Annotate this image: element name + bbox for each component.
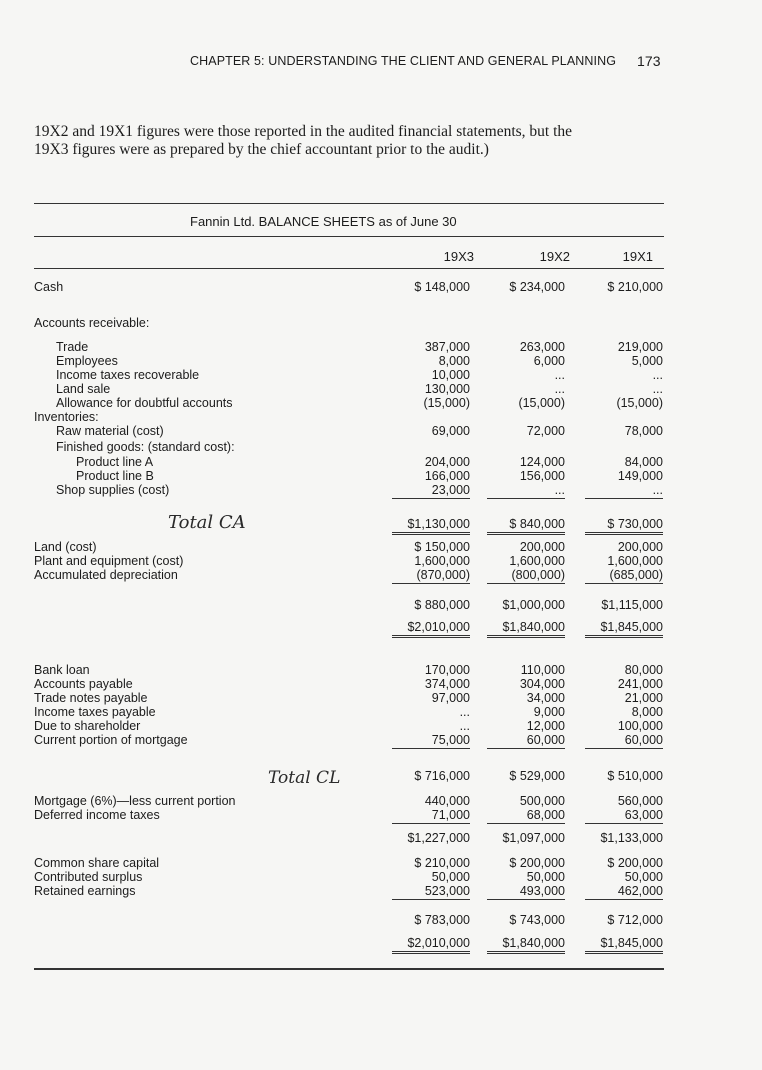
- cell-19x1: 219,000: [617, 340, 663, 354]
- table-row: [0, 831, 762, 845]
- cell-19x1: 100,000: [617, 719, 663, 733]
- cell-19x2: 9,000: [533, 705, 565, 719]
- subtotal-rule: [392, 583, 470, 584]
- cell-19x1: 241,000: [617, 677, 663, 691]
- row-label: Land (cost): [34, 540, 97, 554]
- cell-19x2: $ 529,000: [509, 769, 565, 783]
- cell-19x3: 374,000: [424, 677, 470, 691]
- table-row: [0, 620, 762, 634]
- handwritten-total-ca: Total CA: [168, 512, 246, 533]
- table-row: [0, 396, 762, 410]
- table-row: [0, 368, 762, 382]
- cell-19x2: (800,000): [511, 568, 565, 582]
- cell-19x1: $1,845,000: [600, 936, 663, 950]
- cell-19x1: ...: [652, 382, 663, 396]
- title-rule: [34, 236, 664, 237]
- cell-19x1: 50,000: [624, 870, 663, 884]
- cell-19x1: ...: [652, 483, 663, 497]
- cell-19x1: 200,000: [617, 540, 663, 554]
- table-row: [0, 913, 762, 927]
- table-row: [0, 354, 762, 368]
- chapter-title: CHAPTER 5: UNDERSTANDING THE CLIENT AND GENERAL PLANNING: [190, 54, 617, 68]
- cell-19x3: 71,000: [431, 808, 470, 822]
- subtotal-rule: [487, 823, 565, 824]
- row-label: Cash: [34, 280, 64, 294]
- cell-19x3: $ 716,000: [414, 769, 470, 783]
- row-label: Deferred income taxes: [34, 808, 160, 822]
- cell-19x1: 5,000: [631, 354, 663, 368]
- subtotal-rule: [585, 823, 663, 824]
- cell-19x2: $ 234,000: [509, 280, 565, 294]
- cell-19x2: 6,000: [533, 354, 565, 368]
- cell-19x1: 84,000: [624, 455, 663, 469]
- cell-19x1: 560,000: [617, 794, 663, 808]
- total-double-rule: [392, 532, 470, 535]
- subtotal-rule: [487, 899, 565, 900]
- subtotal-rule: [585, 748, 663, 749]
- total-double-rule: [392, 635, 470, 638]
- cell-19x3: 166,000: [424, 469, 470, 483]
- table-row: [0, 469, 762, 483]
- table-row: [0, 280, 762, 294]
- table-bottom-rule: [34, 968, 664, 970]
- cell-19x2: $1,840,000: [502, 936, 565, 950]
- table-row: [0, 691, 762, 705]
- cell-19x1: $ 730,000: [607, 517, 663, 531]
- cell-19x2: 1,600,000: [509, 554, 565, 568]
- cell-19x3: (870,000): [416, 568, 470, 582]
- subtotal-rule: [487, 583, 565, 584]
- row-label: Mortgage (6%)—less current portion: [34, 794, 236, 808]
- total-double-rule: [487, 635, 565, 638]
- subtotal-rule: [392, 899, 470, 900]
- row-label: Finished goods: (standard cost):: [56, 440, 235, 454]
- table-row: [0, 410, 762, 424]
- cell-19x3: (15,000): [423, 396, 470, 410]
- table-row: [0, 340, 762, 354]
- table-row: [0, 382, 762, 396]
- cell-19x3: 69,000: [431, 424, 470, 438]
- cell-19x2: 493,000: [519, 884, 565, 898]
- total-double-rule: [487, 532, 565, 535]
- table-title: Fannin Ltd. BALANCE SHEETS as of June 30: [190, 214, 457, 229]
- cell-19x3: 97,000: [431, 691, 470, 705]
- cell-19x2: 263,000: [519, 340, 565, 354]
- cell-19x2: $1,840,000: [502, 620, 565, 634]
- row-label: Accounts payable: [34, 677, 133, 691]
- cell-19x3: 75,000: [431, 733, 470, 747]
- subtotal-rule: [392, 823, 470, 824]
- row-label: Income taxes payable: [34, 705, 156, 719]
- table-row: [0, 856, 762, 870]
- table-row: [0, 440, 762, 454]
- cell-19x1: 80,000: [624, 663, 663, 677]
- cell-19x1: $ 712,000: [607, 913, 663, 927]
- cell-19x3: $ 210,000: [414, 856, 470, 870]
- cell-19x2: $1,097,000: [502, 831, 565, 845]
- handwritten-total-cl: Total CL: [268, 768, 341, 788]
- row-label: Raw material (cost): [56, 424, 164, 438]
- cell-19x3: 23,000: [431, 483, 470, 497]
- cell-19x3: $ 150,000: [414, 540, 470, 554]
- table-row: [0, 733, 762, 747]
- cell-19x1: 149,000: [617, 469, 663, 483]
- intro-line-1: 19X2 and 19X1 figures were those reported in the audited financial statements, but the: [34, 123, 573, 140]
- cell-19x2: ...: [554, 382, 565, 396]
- cell-19x1: 60,000: [624, 733, 663, 747]
- subtotal-rule: [487, 498, 565, 499]
- cell-19x2: $1,000,000: [502, 598, 565, 612]
- subtotal-rule: [392, 748, 470, 749]
- row-label: Due to shareholder: [34, 719, 141, 733]
- row-label: Product line A: [76, 455, 154, 469]
- row-label: Trade notes payable: [34, 691, 148, 705]
- cell-19x3: 130,000: [424, 382, 470, 396]
- cell-19x1: 462,000: [617, 884, 663, 898]
- cell-19x1: (685,000): [609, 568, 663, 582]
- cell-19x3: 8,000: [438, 354, 470, 368]
- cell-19x2: (15,000): [518, 396, 565, 410]
- row-label: Bank loan: [34, 663, 90, 677]
- row-label: Trade: [56, 340, 89, 354]
- cell-19x3: 1,600,000: [414, 554, 470, 568]
- cell-19x2: ...: [554, 483, 565, 497]
- table-row: [0, 540, 762, 554]
- row-label: Product line B: [76, 469, 154, 483]
- total-double-rule: [585, 635, 663, 638]
- cell-19x2: 500,000: [519, 794, 565, 808]
- cell-19x3: 523,000: [424, 884, 470, 898]
- table-row: [0, 808, 762, 822]
- cell-19x1: $ 210,000: [607, 280, 663, 294]
- cell-19x1: 1,600,000: [607, 554, 663, 568]
- total-double-rule: [392, 951, 470, 954]
- header-rule: [34, 268, 664, 269]
- cell-19x2: 12,000: [526, 719, 565, 733]
- cell-19x2: 200,000: [519, 540, 565, 554]
- row-label: Employees: [56, 354, 118, 368]
- table-top-rule: [34, 203, 664, 204]
- cell-19x2: ...: [554, 368, 565, 382]
- cell-19x2: 304,000: [519, 677, 565, 691]
- cell-19x3: 10,000: [431, 368, 470, 382]
- cell-19x3: 387,000: [424, 340, 470, 354]
- column-header-19x1: 19X1: [622, 249, 653, 264]
- column-header-19x3: 19X3: [443, 249, 474, 264]
- cell-19x3: $2,010,000: [407, 620, 470, 634]
- cell-19x3: $ 880,000: [414, 598, 470, 612]
- cell-19x3: 170,000: [424, 663, 470, 677]
- row-label: Plant and equipment (cost): [34, 554, 184, 568]
- table-row: [0, 769, 762, 783]
- table-row: [0, 677, 762, 691]
- table-row: [0, 663, 762, 677]
- table-row: [0, 870, 762, 884]
- cell-19x2: $ 200,000: [509, 856, 565, 870]
- row-label: Land sale: [56, 382, 111, 396]
- cell-19x1: $1,115,000: [601, 598, 663, 612]
- row-label: Shop supplies (cost): [56, 483, 170, 497]
- cell-19x1: (15,000): [616, 396, 663, 410]
- table-row: [0, 483, 762, 497]
- table-row: [0, 705, 762, 719]
- table-row: [0, 316, 762, 330]
- row-label: Accounts receivable:: [34, 316, 150, 330]
- cell-19x3: 440,000: [424, 794, 470, 808]
- cell-19x2: 34,000: [526, 691, 565, 705]
- cell-19x1: 8,000: [631, 705, 663, 719]
- cell-19x2: 68,000: [526, 808, 565, 822]
- cell-19x3: 204,000: [424, 455, 470, 469]
- cell-19x1: $ 200,000: [607, 856, 663, 870]
- cell-19x3: ...: [459, 719, 470, 733]
- row-label: Common share capital: [34, 856, 160, 870]
- table-row: [0, 884, 762, 898]
- cell-19x1: 63,000: [624, 808, 663, 822]
- cell-19x1: $1,133,000: [600, 831, 663, 845]
- page-number: 173: [637, 53, 661, 69]
- intro-paragraph: [34, 123, 674, 159]
- cell-19x3: $1,130,000: [407, 517, 470, 531]
- table-row: [0, 517, 762, 531]
- row-label: Inventories:: [34, 410, 99, 424]
- subtotal-rule: [392, 498, 470, 499]
- cell-19x2: 50,000: [526, 870, 565, 884]
- total-double-rule: [585, 532, 663, 535]
- total-double-rule: [585, 951, 663, 954]
- cell-19x1: 78,000: [624, 424, 663, 438]
- column-header-19x2: 19X2: [539, 249, 570, 264]
- subtotal-rule: [585, 498, 663, 499]
- row-label: Current portion of mortgage: [34, 733, 188, 747]
- cell-19x2: 60,000: [526, 733, 565, 747]
- table-row: [0, 455, 762, 469]
- cell-19x3: 50,000: [431, 870, 470, 884]
- cell-19x2: 124,000: [519, 455, 565, 469]
- row-label: Retained earnings: [34, 884, 136, 898]
- cell-19x1: $ 510,000: [607, 769, 663, 783]
- subtotal-rule: [585, 899, 663, 900]
- row-label: Contributed surplus: [34, 870, 143, 884]
- cell-19x2: $ 840,000: [509, 517, 565, 531]
- subtotal-rule: [487, 748, 565, 749]
- table-row: [0, 598, 762, 612]
- cell-19x3: $ 783,000: [414, 913, 470, 927]
- table-row: [0, 554, 762, 568]
- row-label: Income taxes recoverable: [56, 368, 200, 382]
- cell-19x2: 156,000: [519, 469, 565, 483]
- table-row: [0, 424, 762, 438]
- cell-19x3: $ 148,000: [414, 280, 470, 294]
- cell-19x3: $1,227,000: [407, 831, 470, 845]
- cell-19x2: $ 743,000: [509, 913, 565, 927]
- cell-19x1: $1,845,000: [600, 620, 663, 634]
- cell-19x2: 110,000: [520, 663, 565, 677]
- row-label: Accumulated depreciation: [34, 568, 178, 582]
- cell-19x2: 72,000: [526, 424, 565, 438]
- cell-19x3: ...: [459, 705, 470, 719]
- total-double-rule: [487, 951, 565, 954]
- intro-line-2: 19X3 figures were as prepared by the chief accountant prior to the audit.): [34, 141, 489, 158]
- table-row: [0, 719, 762, 733]
- table-row: [0, 568, 762, 582]
- cell-19x3: $2,010,000: [407, 936, 470, 950]
- row-label: Allowance for doubtful accounts: [56, 396, 233, 410]
- table-row: [0, 794, 762, 808]
- cell-19x1: 21,000: [624, 691, 663, 705]
- table-row: [0, 936, 762, 950]
- subtotal-rule: [585, 583, 663, 584]
- cell-19x1: ...: [652, 368, 663, 382]
